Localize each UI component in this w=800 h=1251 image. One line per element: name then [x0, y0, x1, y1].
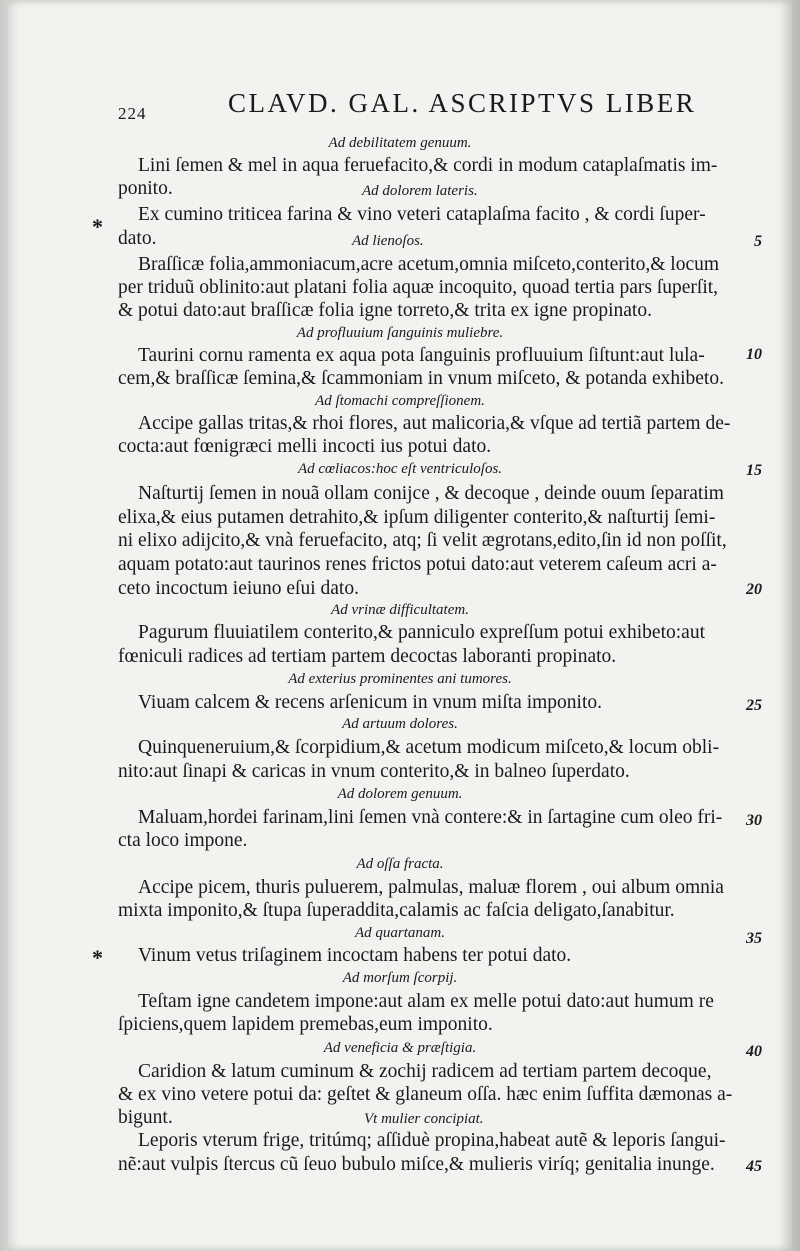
text-line: cocta:aut fœnigræci melli incocti ius potui dato.: [118, 436, 492, 457]
text-line: cta loco impone.: [118, 830, 248, 851]
text-line: Maluam,hordei farinam,lini ſemen vnà contere:& in ſartagine cum oleo fri-: [138, 807, 723, 828]
section-heading: Ad profluuium ſanguinis muliebre.: [296, 325, 504, 341]
section-heading: Ad exterius prominentes ani tumores.: [288, 671, 512, 687]
text-line: Ex cumino triticea farina & vino veteri cataplaſma facito , & cordi ſuper-: [138, 204, 706, 225]
section-heading: Ad morſum ſcorpij.: [342, 970, 458, 986]
text-line: Braſſicæ folia,ammoniacum,acre acetum,omnia miſceto,conterito,& locum: [138, 254, 720, 275]
line-number: 35: [746, 930, 762, 947]
text-line: cem,& braſſicæ ſemina,& ſcammoniam in vnum miſceto, & potanda exhibeto.: [118, 368, 724, 389]
text-line: Vinum vetus triſaginem incoctam habens ter potui dato.: [138, 945, 572, 966]
text-line: Teſtam igne candetem impone:aut alam ex melle potui dato:aut humum re: [138, 991, 714, 1012]
text-line: Naſturtij ſemen in nouã ollam conijce , & decoque , deinde ouum ſeparatim: [138, 483, 724, 504]
text-line: Accipe gallas tritas,& rhoi flores, aut malicoria,& vſque ad tertiã partem de-: [138, 413, 731, 434]
text-line: fœniculi radices ad tertiam partem decoctas laboranti propinato.: [118, 646, 617, 667]
line-number: 45: [746, 1158, 762, 1175]
running-title: CLAVD. GAL. ASCRIPTVS LIBER: [228, 88, 697, 118]
text-line: per triduũ oblinito:aut platani folia aquæ incoquito, quoad tertia pars ſuperſit,: [118, 277, 719, 298]
line-number: 20: [746, 581, 762, 598]
section-heading: Ad quartanam.: [355, 925, 445, 941]
section-heading: Ad debilitatem genuum.: [328, 135, 472, 151]
text-line: & potui dato:aut braſſicæ folia igne torreto,& trita ex igne propinato.: [118, 300, 652, 321]
section-heading: Ad lienoſos.: [352, 233, 424, 249]
text-line: Taurini cornu ramenta ex aqua pota ſanguinis profluuium ſiſtunt:aut lula-: [138, 345, 705, 366]
line-number: 15: [746, 462, 762, 479]
section-heading: Ad veneficia & præſtigia.: [323, 1040, 477, 1056]
text-line: Viuam calcem & recens arſenicum in vnum miſta imponito.: [138, 692, 602, 713]
margin-asterisk: *: [92, 214, 103, 239]
text-line: ponito.: [118, 178, 173, 199]
section-heading: Ad dolorem lateris.: [362, 183, 478, 199]
line-number: 30: [746, 812, 762, 829]
page-number: 224: [118, 104, 147, 123]
text-line: Caridion & latum cuminum & zochij radicem ad tertiam partem decoque,: [138, 1061, 712, 1082]
line-number: 10: [746, 346, 762, 363]
text-line: ſpiciens,quem lapidem premebas,eum imponito.: [118, 1014, 493, 1035]
section-heading: Ad ſtomachi compreſſionem.: [315, 393, 485, 409]
section-heading: Ad cœliacos:hoc eſt ventriculoſos.: [297, 461, 503, 477]
text-line: Quinqueneruium,& ſcorpidium,& acetum modicum miſceto,& locum obli-: [138, 737, 720, 758]
line-number: 40: [746, 1043, 762, 1060]
text-line: mixta imponito,& ſtupa ſuperaddita,calamis ac faſcia deligato,ſanabitur.: [118, 900, 675, 921]
text-line: bigunt.: [118, 1107, 173, 1128]
section-heading: Ad artuum dolores.: [342, 716, 458, 732]
margin-asterisk: *: [92, 945, 103, 970]
section-heading: Ad oſſa fracta.: [356, 856, 444, 872]
line-number: 25: [746, 697, 762, 714]
text-line: dato.: [118, 228, 157, 249]
text-line: nẽ:aut vulpis ſtercus cũ ſeuo bubulo miſce,& mulieris viríq; genitalia inunge.: [118, 1154, 715, 1175]
text-line: Lini ſemen & mel in aqua feruefacito,& cordi in modum cataplaſmatis im-: [138, 155, 718, 176]
text-line: Accipe picem, thuris puluerem, palmulas, maluæ florem , oui album omnia: [138, 877, 724, 898]
line-number: 5: [754, 233, 762, 250]
section-heading: Ad dolorem genuum.: [337, 786, 463, 802]
section-heading: Ad vrinæ difficultatem.: [331, 602, 469, 618]
running-header: [0, 86, 800, 126]
text-line: Pagurum fluuiatilem conterito,& panniculo expreſſum potui exhibeto:aut: [138, 622, 705, 643]
text-line: aquam potato:aut taurinos renes frictos potui dato:aut veterem caſeum acri a-: [118, 554, 717, 575]
text-line: Leporis vterum frige, tritúmq; aſſiduè propina,habeat autẽ & leporis ſangui-: [138, 1130, 726, 1151]
section-heading: Vt mulier concipiat.: [364, 1111, 484, 1127]
text-line: & ex vino vetere potui da: geſtet & glaneum oſſa. hæc enim ſuffita dæmonas a-: [118, 1084, 733, 1105]
text-line: ni elixo adijcito,& vnà feruefacito, atq; ſi velit ægrotans,edito,ſin id non poſſit,: [118, 530, 727, 551]
text-line: nito:aut ſinapi & caricas in vnum conterito,& in balneo ſuperdato.: [118, 761, 630, 782]
text-line: elixa,& eius putamen detrahito,& ipſum diligenter conterito,& naſturtij ſemi-: [118, 507, 716, 528]
text-line: ceto incoctum ieiuno eſui dato.: [118, 578, 359, 599]
